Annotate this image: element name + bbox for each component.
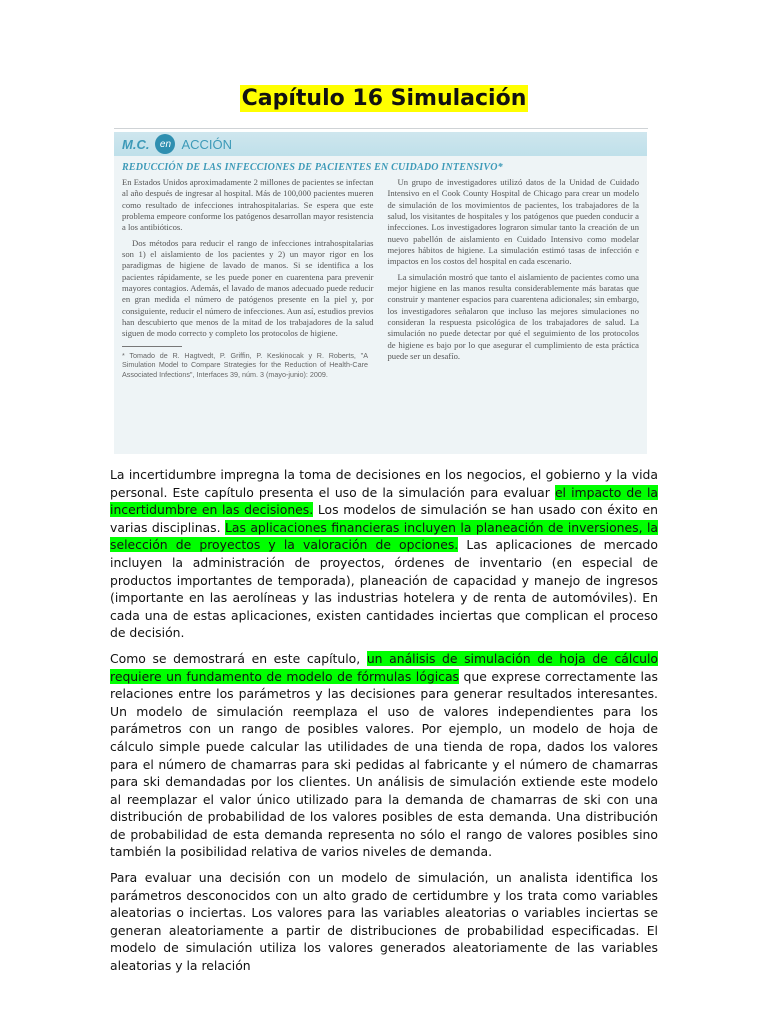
box-footnote: * Tomado de R. Hagtvedt, P. Griffin, P. Keskinocak y R. Roberts, "A Simulation Model to Compare Strategies for the Reduction of Health-Care Associated Infections", Interfaces 39, núm. 3 (mayo-junio): 2009. [122, 350, 368, 379]
box-brand: M.C. [122, 136, 150, 152]
top-divider [114, 128, 648, 129]
main-body-text [110, 466, 658, 983]
page-title: Capítulo 16 Simulación [241, 86, 527, 111]
mc-en-accion-box [114, 132, 647, 454]
box-brand-accion: ACCIÓN [181, 136, 233, 152]
box-right-column [388, 177, 640, 379]
box-brand-en-badge: en [155, 134, 175, 154]
highlight-spreadsheet-analysis: un análisis de simulación de hoja de cálculo requiere un fundamento de modelo de fórmulas lógicas [110, 650, 659, 684]
box-header [114, 132, 647, 156]
box-right-paragraph-1: Un grupo de investigadores utilizó datos de la Unidad de Cuidado Intensivo en el Cook County Hospital de Chicago para crear un modelo de simulación de los movimientos de pacientes, los trabajadores de la salud, los visitantes de hospitales y los patógenos que pueden conducir a infecciones. Los investigadores lograron simular tanto la creación de un nuevo pabellón de aislamiento en Cuidado Intensivo como modelar mejores hábitos de higiene. La simulación estimó tasas de infección e impactos en los costos del hospital en cada escenario. [387, 177, 639, 267]
body-p1-text-a: La incertidumbre impregna la toma de decisiones en los negocios, el gobierno y la vida personal. Este capítulo presenta el uso de la simulación para evaluar [110, 467, 658, 500]
box-left-column [122, 177, 374, 379]
highlight-impact-uncertainty: el impacto de la incertidumbre en las decisiones. [110, 484, 658, 518]
box-subtitle: REDUCCIÓN DE LAS INFECCIONES DE PACIENTES EN CUIDADO INTENSIVO* [122, 162, 503, 173]
body-p2-text-a: Como se demostrará en este capítulo, [110, 650, 367, 666]
body-p2-text-b: que exprese correctamente las relaciones entre los parámetros y las decisiones para generar resultados interesantes. Un modelo de simulación reemplaza el uso de valores independientes para los parámetros con un rango de posibles valores. Por ejemplo, un modelo de hoja de cálculo simple puede calcular las utilidades de una tienda de ropa, dados los valores para el número de chamarras para ski pedidas al fabricante y el número de chamarras para ski demandadas por los clientes. Un análisis de simulación extiende este modelo al reemplazar el valor único utilizado para la demanda de chamarras de ski con una distribución de probabilidad de los valores posibles de esta demanda. Una distribución de probabilidad de esta demanda representa no sólo el rango de valores posibles sino también la posibilidad relativa de varios niveles de demanda. [110, 668, 659, 860]
body-paragraph-1 [110, 466, 658, 642]
page-title-wrap [0, 86, 768, 111]
body-paragraph-3: Para evaluar una decisión con un modelo de simulación, un analista identifica los parámetros desconocidos con un alto grado de certidumbre y los trata como variables aleatorias o inciertas. Los valores para las variables aleatorias o variables inciertas se generan aleatoriamente a partir de distribuciones de probabilidad especificadas. El modelo de simulación utiliza los valores generados aleatoriamente de las variables aleatorias y la relación [110, 870, 658, 974]
body-p1-text-b: Los modelos de simulación se han usado con éxito en varias disciplinas. [110, 502, 659, 535]
body-paragraph-2 [110, 650, 658, 861]
box-left-paragraph-2: Dos métodos para reducir el rango de infecciones intrahospitalarias son 1) el aislamiento de los pacientes y 2) un mayor rigor en los paradigmas de higiene de lavado de manos. Si se identifica a los pacientes rápidamente, se les puede poner en cuarentena para prevenir mayores contagios. Además, el lavado de manos adecuado puede reducir en gran medida el número de patógenos presente en la piel y, por consiguiente, reducir el número de infecciones. Aun así, estudios previos han descubierto que menos de la mitad de los trabajadores de la salud siguen de modo correcto y completo los protocolos de higiene. [122, 237, 374, 339]
body-p1-text-c: Las aplicaciones de mercado incluyen la administración de proyectos, órdenes de inventario (en especial de productos importantes de temporada), planeación de capacidad y manejo de ingresos (importante en las aerolíneas y las industrias hotelera y de renta de automóviles). En cada una de estas aplicaciones, existen cantidades inciertas que complican el proceso de decisión. [110, 537, 659, 641]
box-left-paragraph-1: En Estados Unidos aproximadamente 2 millones de pacientes se infectan al año después de ingresar al hospital. Más de 100,000 pacientes mueren como resultado de infecciones intrahospitalarias. Se espera que este problema empeore conforme los patógenos desarrollan mayor resistencia a los antibióticos. [122, 177, 374, 233]
highlight-financial-applications: Las aplicaciones financieras incluyen la planeación de inversiones, la selección de proyectos y la valoración de opciones. [110, 519, 658, 553]
box-right-paragraph-2: La simulación mostró que tanto el aislamiento de pacientes como una mejor higiene en las manos resulta considerablemente más baratas que construir y mantener espacios para cuarentena adicionales; sin embargo, los investigadores señalaron que incluso las mejores simulaciones no consideran la respuesta psicológica de los trabajadores de salud. La simulación no puede detectar por qué el seguimiento de los protocolos de higiene es bajo por lo que asegurar el cumplimiento de esta práctica puede ser un desafío. [387, 271, 639, 362]
box-columns [114, 177, 647, 379]
